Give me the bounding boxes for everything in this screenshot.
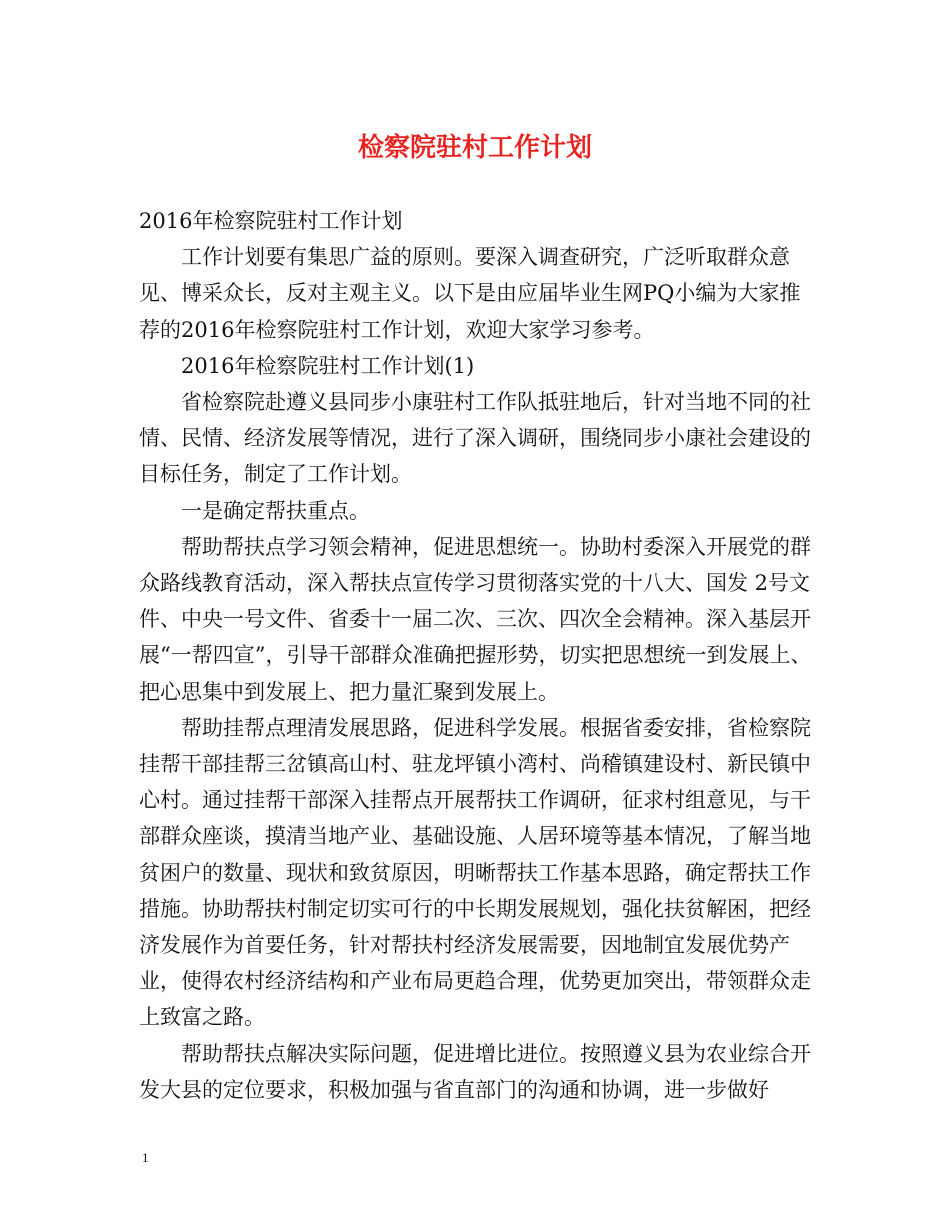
paragraph-heading: 2016年检察院驻村工作计划 [139,209,403,233]
paragraph-subheading: 2016年检察院驻村工作计划(1) [181,353,475,378]
page-number: 1 [142,1150,149,1165]
paragraph: 工作计划要有集思广益的原则。要深入调查研究，广泛听取群众意见、博采众长，反对主观主义。以下是由应届毕业生网PQ小编为大家推荐的2016年检察院驻村工作计划，欢迎大家学习参考。 [139,245,801,342]
document-body [139,203,819,1108]
paragraph: 帮助帮扶点解决实际问题，促进增比进位。按照遵义县为农业综合开发大县的定位要求，积极加强与省直部门的沟通和协调，进一步做好 [139,1041,811,1102]
document-title: 检察院驻村工作计划 [357,133,592,163]
paragraph: 省检察院赴遵义县同步小康驻村工作队抵驻地后，针对当地不同的社情、民情、经济发展等情况，进行了深入调研，围绕同步小康社会建设的目标任务，制定了工作计划。 [139,390,811,487]
paragraph-subheading: 一是确定帮扶重点。 [181,498,370,523]
paragraph: 帮助挂帮点理清发展思路，促进科学发展。根据省委安排，省检察院挂帮干部挂帮三岔镇高山村、驻龙坪镇小湾村、尚稽镇建设村、新民镇中心村。通过挂帮干部深入挂帮点开展帮扶工作调研，征求村组意见，与干部群众座谈，摸清当地产业、基础设施、人居环境等基本情况，了解当地贫困户的数量、现状和致贫原因，明晰帮扶工作基本思路，确定帮扶工作措施。协助帮扶村制定切实可行的中长期发展规划，强化扶贫解困，把经济发展作为首要任务，针对帮扶村经济发展需要，因地制宜发展优势产业，使得农村经济结构和产业布局更趋合理，优势更加突出，带领群众走上致富之路。 [139,715,811,1030]
paragraph: 帮助帮扶点学习领会精神，促进思想统一。协助村委深入开展党的群众路线教育活动，深入帮扶点宣传学习贯彻落实党的十八大、国发 2号文件、中央一号文件、省委十一届二次、三次、四次全会精神。深入基层开展“一帮四宣”，引导干部群众准确把握形势，切实把思想统一到发展上、把心思集中到发展上、把力量汇聚到发展上。 [139,534,812,704]
